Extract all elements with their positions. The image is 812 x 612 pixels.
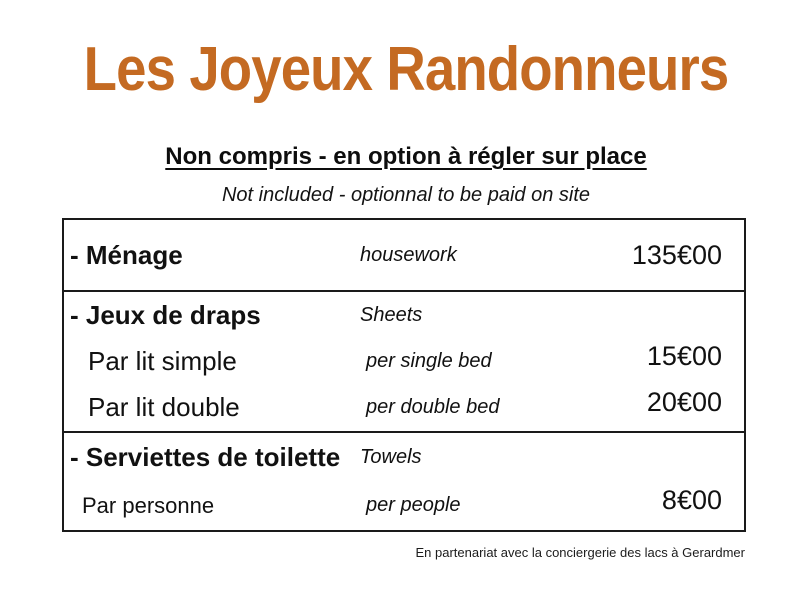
item-label-en: Towels [360, 445, 422, 468]
table-row [64, 338, 744, 384]
table-section-serviettes [64, 431, 744, 530]
item-label-en: per people [366, 494, 461, 517]
table-row [64, 433, 744, 482]
partnership-note: En partenariat avec la conciergerie des lacs à Gerardmer [415, 545, 745, 560]
table-section-menage [64, 220, 744, 290]
table-row [64, 292, 744, 338]
item-label-en: Sheets [360, 303, 423, 326]
item-price: 8€00 [661, 485, 722, 516]
table-section-draps [64, 290, 744, 431]
table-row [64, 481, 744, 530]
table-row [64, 385, 744, 431]
table-row [64, 220, 744, 290]
item-label-fr: - Ménage [70, 239, 183, 270]
item-price: 15€00 [646, 340, 722, 371]
item-label-en: per double bed [366, 396, 500, 419]
item-label-fr: - Jeux de draps [70, 299, 261, 330]
subtitle-french: Non compris - en option à régler sur place [165, 143, 647, 170]
price-table [62, 218, 746, 532]
item-label-fr: Par lit double [88, 392, 240, 423]
item-label-en: per single bed [366, 349, 492, 372]
item-label-fr: - Serviettes de toilette [70, 441, 341, 472]
item-label-fr: Par personne [82, 492, 215, 518]
item-label-en: housework [360, 243, 457, 266]
item-label-fr: Par lit simple [88, 345, 237, 376]
item-price: 20€00 [646, 387, 722, 418]
subtitle-english: Not included - optionnal to be paid on site [221, 184, 591, 206]
item-price: 135€00 [631, 239, 722, 270]
page-title: Les Joyeux Randonneurs [83, 35, 729, 104]
